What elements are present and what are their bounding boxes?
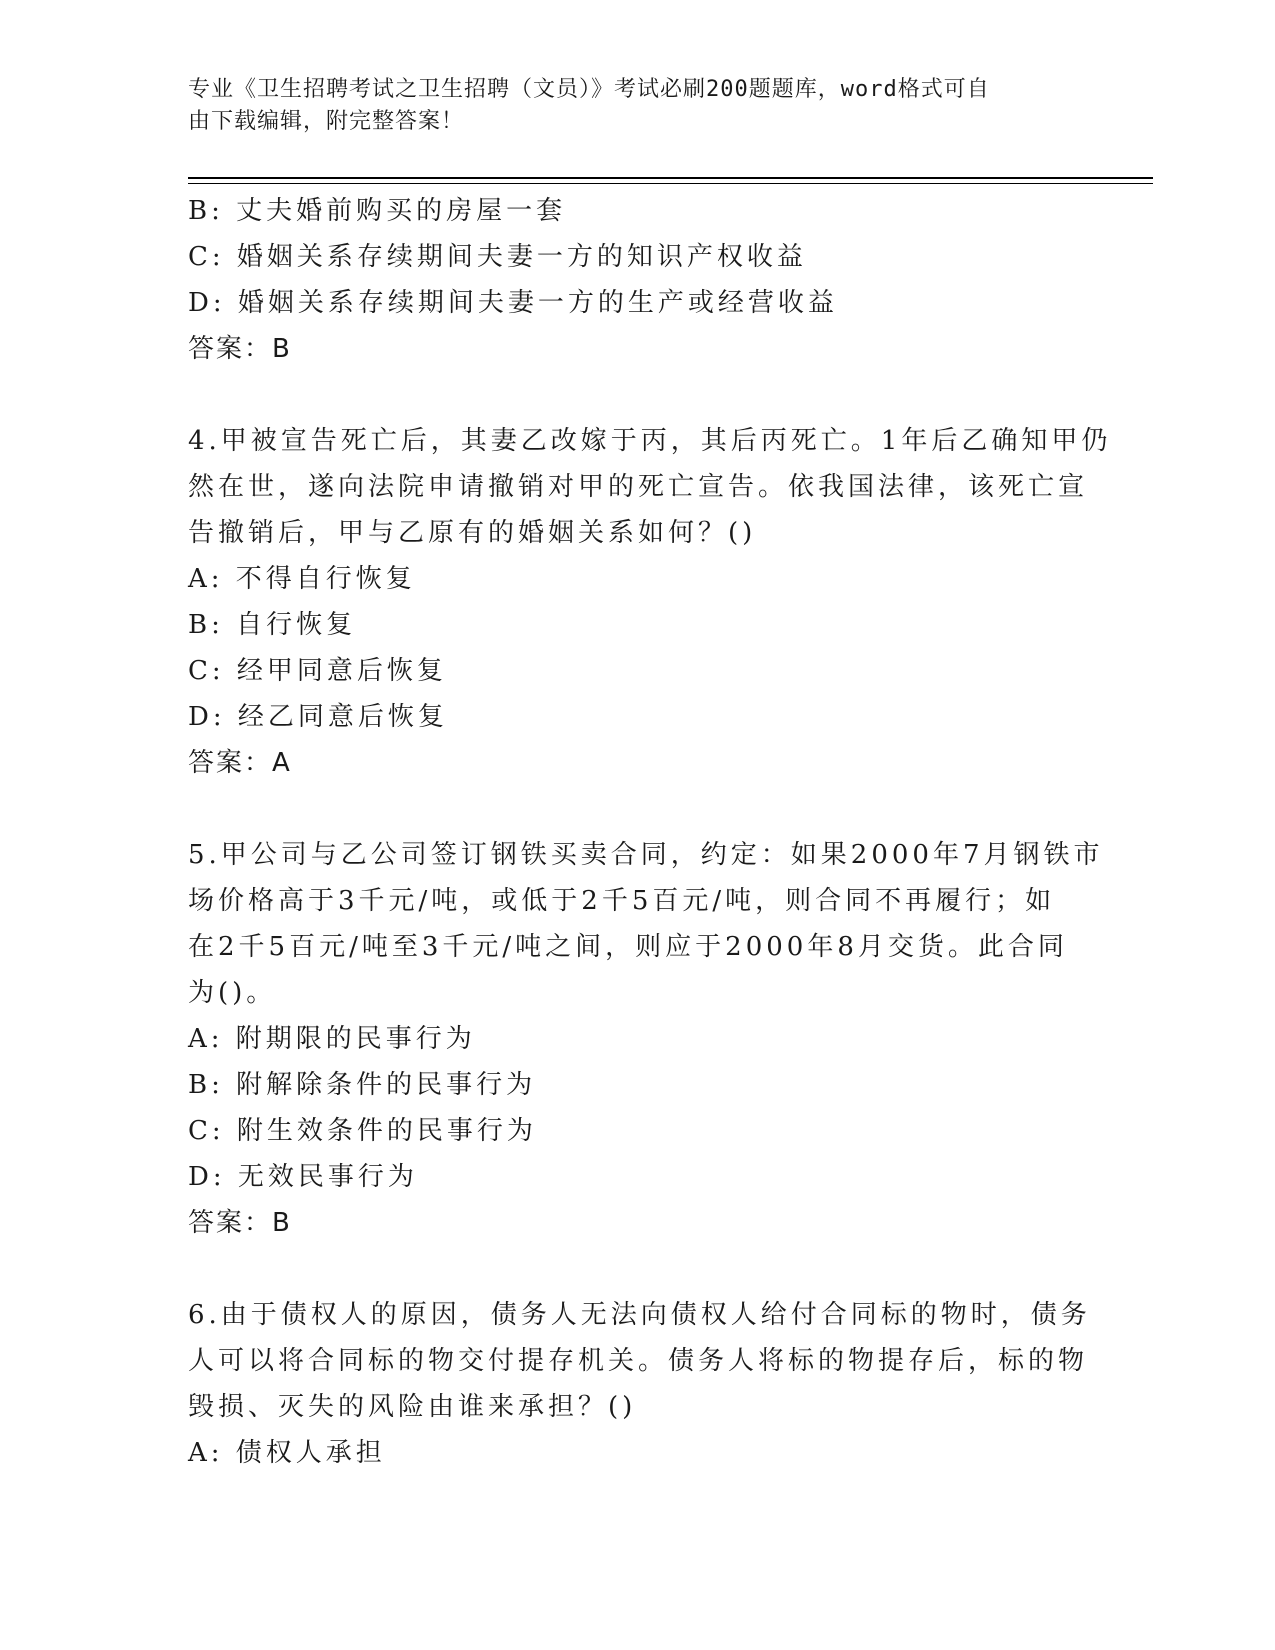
question-6 [188, 1292, 1091, 1476]
question-stem-line: 人可以将合同标的物交付提存机关。债务人将标的物提存后，标的物 [188, 1346, 1089, 1376]
option-b: B: 丈夫婚前购买的房屋一套 [188, 196, 567, 226]
question-stem-line: 毁损、灭失的风险由谁来承担？() [188, 1392, 637, 1422]
header-line-1: 专业《卫生招聘考试之卫生招聘（文员）》考试必刷200题题库，word格式可自 [188, 77, 990, 102]
question-4 [188, 418, 1112, 786]
header-rule [188, 177, 1153, 179]
option-d: D: 婚姻关系存续期间夫妻一方的生产或经营收益 [188, 288, 838, 318]
answer-line: 答案：B [188, 334, 292, 364]
question-stem-line: 4.甲被宣告死亡后，其妻乙改嫁于丙，其后丙死亡。1年后乙确知甲仍 [188, 426, 1112, 456]
document-body [188, 188, 1112, 1476]
question-3-tail [188, 188, 1088, 372]
header-rule-thin [188, 183, 1153, 184]
question-5 [188, 832, 1104, 1246]
option-a: A: 不得自行恢复 [188, 564, 416, 594]
header-line-2: 由下载编辑，附完整答案！ [188, 109, 465, 134]
option-d: D: 无效民事行为 [188, 1162, 418, 1192]
option-c: C: 经甲同意后恢复 [188, 656, 447, 686]
question-stem-line: 为()。 [188, 978, 277, 1008]
answer-line: 答案：A [188, 748, 292, 778]
option-b: B: 附解除条件的民事行为 [188, 1070, 537, 1100]
question-stem-line: 6.由于债权人的原因，债务人无法向债权人给付合同标的物时，债务 [188, 1300, 1091, 1330]
question-stem-line: 场价格高于3千元/吨，或低于2千5百元/吨，则合同不再履行；如 [188, 886, 1056, 916]
question-stem-line: 5.甲公司与乙公司签订钢铁买卖合同，约定：如果2000年7月钢铁市 [188, 840, 1104, 870]
question-stem-line: 在2千5百元/吨至3千元/吨之间，则应于2000年8月交货。此合同 [188, 932, 1068, 962]
option-a: A: 附期限的民事行为 [188, 1024, 476, 1054]
answer-line: 答案：B [188, 1208, 292, 1238]
option-c: C: 附生效条件的民事行为 [188, 1116, 537, 1146]
option-b: B: 自行恢复 [188, 610, 357, 640]
option-c: C: 婚姻关系存续期间夫妻一方的知识产权收益 [188, 242, 807, 272]
option-a: A: 债权人承担 [188, 1438, 386, 1468]
question-stem-line: 告撤销后，甲与乙原有的婚姻关系如何？() [188, 518, 757, 548]
document-header [188, 74, 1068, 138]
option-d: D: 经乙同意后恢复 [188, 702, 448, 732]
question-stem-line: 然在世，遂向法院申请撤销对甲的死亡宣告。依我国法律，该死亡宣 [188, 472, 1089, 502]
